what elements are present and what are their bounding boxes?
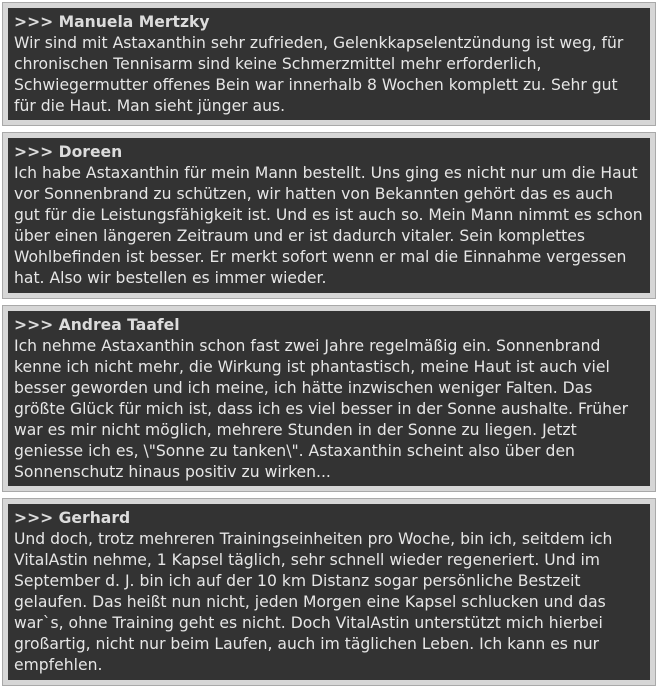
testimonial-author: >>> Doreen — [14, 143, 123, 161]
testimonial-text: Wir sind mit Astaxanthin sehr zufrieden, Gelenkkapselentzündung ist weg, für chronischen Tennisarm sind keine Schmerzmittel mehr erforderlich, Schwiegermutter offenes Bein war innerhalb 8 Wochen komplett zu. Sehr gut für die Haut. Man sieht jünger aus. — [14, 34, 624, 115]
testimonial-author: >>> Gerhard — [14, 509, 131, 527]
testimonial-body — [8, 504, 650, 680]
testimonial-body — [8, 8, 650, 120]
testimonial-text: Ich habe Astaxanthin für mein Mann bestellt. Uns ging es nicht nur um die Haut vor Sonnenbrand zu schützen, wir hatten von Bekannten gehört das es auch gut für die Leistungsfähigkeit ist. Und es ist auch so. Mein Mann nimmt es schon über einen längeren Zeitraum und er ist dadurch vitaler. Sein komplettes Wohlbefinden ist besser. Er merkt sofort wenn er mal die Einnahme vergessen hat. Also wir bestellen es immer wieder. — [14, 164, 643, 287]
testimonial-text: Und doch, trotz mehreren Trainingseinheiten pro Woche, bin ich, seitdem ich VitalAstin nehme, 1 Kapsel täglich, sehr schnell wieder regeneriert. Und im September d. J. bin ich auf der 10 km Distanz sogar persönliche Bestzeit gelaufen. Das heißt nun nicht, jeden Morgen eine Kapsel schlucken und das war`s, ohne Training geht es nicht. Doch VitalAstin unterstützt mich hierbei großartig, nicht nur beim Laufen, auch im täglichen Leben. Ich kann es nur empfehlen. — [14, 530, 613, 674]
testimonial-text: Ich nehme Astaxanthin schon fast zwei Jahre regelmäßig ein. Sonnenbrand kenne ich nicht mehr, die Wirkung ist phantastisch, meine Haut ist auch viel besser geworden und ich meine, ich hätte inzwischen weniger Falten. Das größte Glück für mich ist, dass ich es viel besser in der Sonne aushalte. Früher war es mir nicht möglich, mehrere Stunden in der Sonne zu liegen. Jetzt geniesse ich es, \"Sonne zu tanken\". Astaxanthin scheint also über den Sonnenschutz hinaus positiv zu wirken... — [14, 337, 629, 481]
testimonial-card — [2, 498, 656, 686]
testimonial-card — [2, 132, 656, 299]
testimonial-body — [8, 311, 650, 486]
testimonial-card — [2, 305, 656, 492]
testimonial-author: >>> Manuela Mertzky — [14, 13, 210, 31]
testimonial-author: >>> Andrea Taafel — [14, 316, 180, 334]
testimonial-card — [2, 2, 656, 126]
testimonial-body — [8, 138, 650, 293]
